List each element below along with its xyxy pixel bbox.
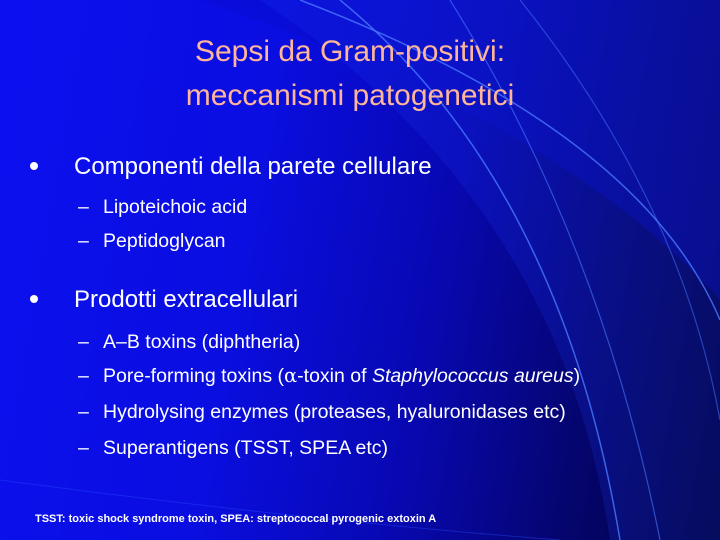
dash-icon: – (78, 230, 89, 252)
text-fragment: ) (573, 365, 581, 387)
species-name: Staphylococcus aureus (371, 365, 574, 387)
sub-bullet-text: Hydrolysing enzymes (proteases, hyaluronidases etc) (103, 401, 566, 423)
dash-icon: – (78, 437, 89, 459)
sub-bullet-text: Peptidoglycan (103, 230, 226, 252)
sub-bullet-text: Superantigens (TSST, SPEA etc) (103, 437, 389, 459)
slide-title (90, 30, 610, 118)
sub-bullet-text: Lipoteichoic acid (103, 196, 248, 218)
alpha-symbol: α (283, 364, 298, 387)
bullet-dot-icon (30, 162, 38, 170)
bullet-dot-icon (30, 295, 38, 303)
dash-icon: – (78, 331, 89, 353)
footnote: TSST: toxic shock syndrome toxin, SPEA: streptococcal pyrogenic extoxin A (35, 513, 437, 525)
dash-icon: – (78, 365, 89, 387)
bullet-heading: Prodotti extracellulari (74, 286, 299, 313)
bullet-heading: Componenti della parete cellulare (74, 153, 432, 180)
title-line-2: meccanismi patogenetici (185, 79, 515, 112)
text-fragment: Pore-forming toxins ( (103, 365, 284, 387)
text-fragment: -toxin of (297, 365, 372, 387)
sub-bullet-text: A–B toxins (diphtheria) (103, 331, 301, 353)
dash-icon: – (78, 401, 89, 423)
dash-icon: – (78, 196, 89, 218)
sub-bullet-text (103, 363, 580, 389)
title-line-1: Sepsi da Gram-positivi: (194, 35, 506, 68)
